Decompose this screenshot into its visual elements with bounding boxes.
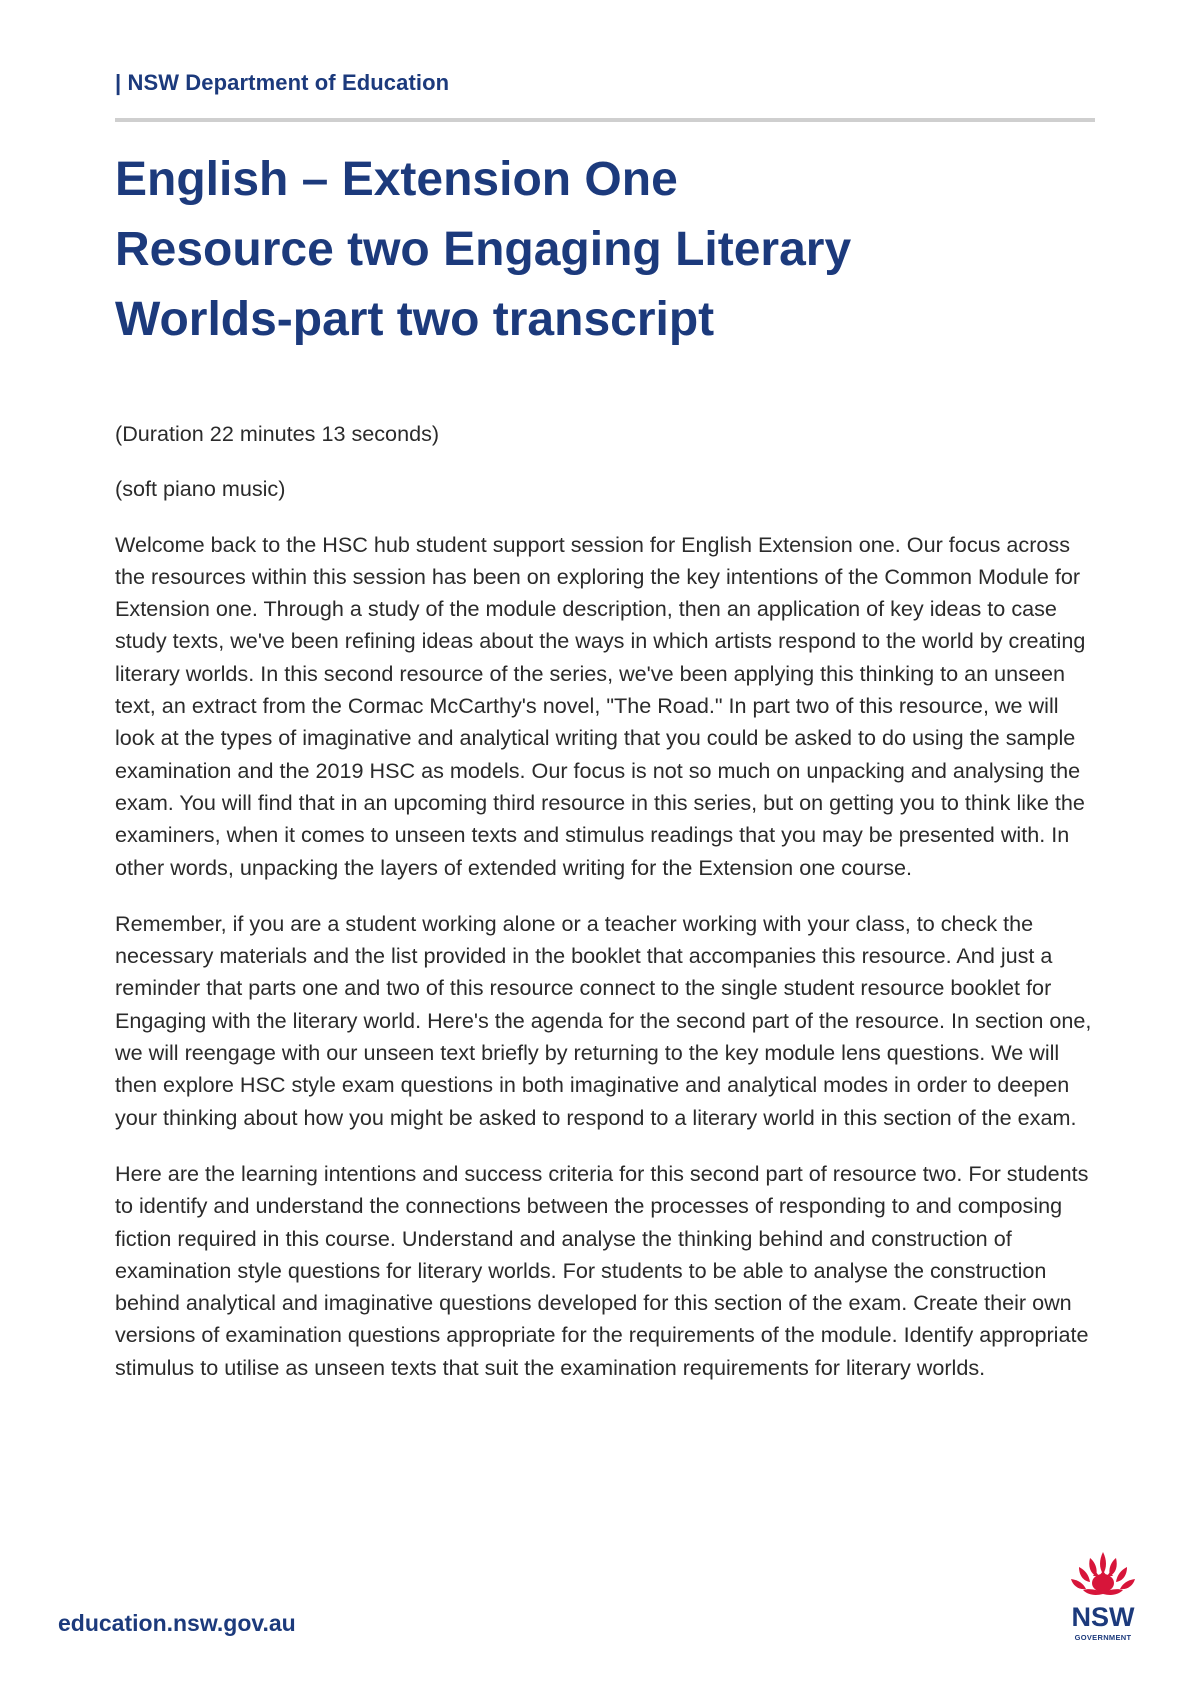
footer-website-link[interactable]: education.nsw.gov.au: [58, 1610, 296, 1636]
header-divider: [115, 118, 1095, 122]
document-title: [115, 145, 1095, 355]
duration-note: (Duration 22 minutes 13 seconds): [115, 421, 440, 446]
page-header: [115, 70, 1095, 96]
transcript-body: [115, 418, 1100, 1408]
title-line-2: Resource two Engaging Literary: [115, 223, 852, 276]
transcript-paragraph-2: Remember, if you are a student working alone or a teacher working with your class, to check the necessary materials and the list provided in the booklet that accompanies this resource. And just a reminder that parts one and two of this resource connect to the single student resource booklet for Engaging with the literary world. Here's the agenda for the second part of the resource. In section one, we will reengage with our unseen text briefly by returning to the key module lens questions. We will then explore HSC style exam questions in both imaginative and analytical modes in order to deepen your thinking about how you might be asked to respond to a literary world in this section of the exam.: [115, 910, 1092, 1130]
music-note: (soft piano music): [115, 476, 286, 502]
title-line-1: English – Extension One: [115, 153, 678, 206]
logo-government-text: GOVERNMENT: [1074, 1633, 1132, 1642]
nsw-government-logo: [1058, 1548, 1148, 1648]
department-name: | NSW Department of Education: [115, 70, 450, 95]
waratah-icon: [1058, 1548, 1148, 1648]
title-line-3: Worlds-part two transcript: [115, 293, 715, 346]
logo-nsw-text: NSW: [1071, 1602, 1135, 1632]
transcript-paragraph-1: Welcome back to the HSC hub student support session for English Extension one. Our focus across the resources within this session has been on exploring the key intentions of the Common Module for Extension one. Through a study of the module description, then an application of key ideas to case study texts, we've been refining ideas about the ways in which artists respond to the world by creating literary worlds. In this second resource of the series, we've been applying this thinking to an unseen text, an extract from the Cormac McCarthy's novel, "The Road." In part two of this resource, we will look at the types of imaginative and analytical writing that you could be asked to do using the sample examination and the 2019 HSC as models. Our focus is not so much on unpacking and analysing the exam. You will find that in an upcoming third resource in this series, but on getting you to think like the examiners, when it comes to unseen texts and stimulus readings that you may be presented with. In other words, unpacking the layers of extended writing for the Extension one course.: [115, 531, 1086, 880]
transcript-paragraph-3: Here are the learning intentions and success criteria for this second part of resource two. For students to identify and understand the connections between the processes of responding to and composing fiction required in this course. Understand and analyse the thinking behind and construction of examination style questions for literary worlds. For students to be able to analyse the construction behind analytical and imaginative questions developed for this section of the exam. Create their own versions of examination questions appropriate for the requirements of the module. Identify appropriate stimulus to utilise as unseen texts that suit the examination requirements for literary worlds.: [115, 1160, 1089, 1380]
